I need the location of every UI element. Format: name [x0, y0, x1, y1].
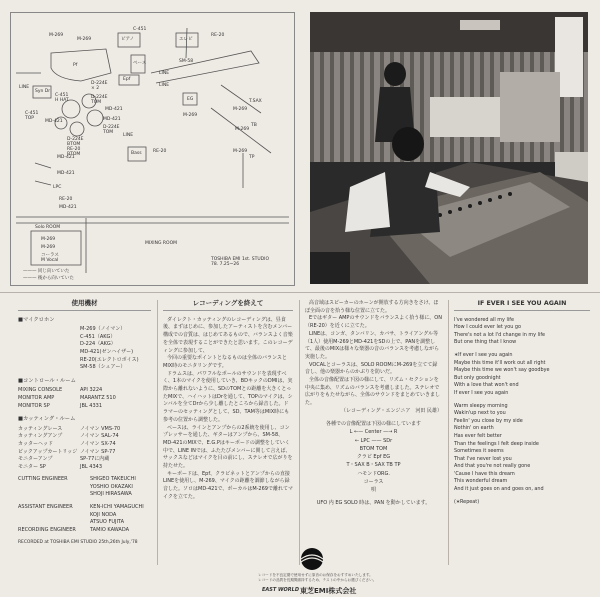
room-label: Solo ROOM: [35, 225, 61, 230]
credit-row: ATSUO FUJITA: [90, 519, 125, 526]
credit-row: CUTTING ENGINEER SHIGEO TAKEUCHI: [18, 476, 136, 483]
mic-label: MD-421: [57, 155, 75, 160]
recording-notes-column-2: [305, 300, 442, 507]
instrument-label: エレピ: [179, 37, 193, 42]
instrument-label: Pf: [73, 63, 78, 68]
mic-label: D-224E × 2: [91, 81, 108, 91]
mic-label: LINE: [123, 133, 134, 138]
column-divider: [157, 300, 158, 565]
lyric-line: There's not a lot I'd change in my life: [454, 331, 546, 338]
mic-label: M-269: [77, 37, 92, 42]
equipment-row: ピックアップカートリッジ ノイマン SP-77: [18, 448, 116, 455]
equipment-row: MONITOR SP JBL 4331: [18, 402, 103, 409]
mic-label: MD-421: [57, 171, 75, 176]
instrument-label: Bass: [131, 151, 142, 156]
instrument-label: ピアノ: [121, 37, 135, 42]
notes-paragraph: 今回の重要なポイントとなるものは全体のバランスとMIX時のモニタリングです。: [163, 355, 287, 369]
notes-paragraph: キーボードは、Epf、クラビネットとアンプからの直接LINEを使用し、M-269、マイクの距離を調節しながら録音した。ソロはMD-421で、ボーカルはM-269で離れてマイクを立てた。: [163, 470, 293, 500]
lyric-line: But only goodnight: [454, 374, 501, 381]
legend-line: ——— 後から向いていた: [23, 276, 74, 281]
instrument-label: TB: [251, 123, 257, 128]
pan-row: ← LPC —— SDr: [354, 437, 393, 444]
lyric-line: And it just goes on and goes on, and: [454, 486, 544, 493]
pan-row: L ←— Center —→ R: [349, 429, 398, 436]
mic-label: RE-20: [153, 149, 167, 154]
credit-row: ASSISTANT ENGINEER KEN-ICHI YAMAGUCHI: [18, 504, 144, 511]
instrument-label: T.SAX: [249, 99, 262, 104]
column-divider: [448, 300, 449, 565]
mic-label: D-224E TOM: [91, 95, 108, 105]
recorded-note: RECORDED at TOSHIBA EMI STUDIO 25th,26th July,'78: [18, 540, 138, 546]
lyric-line: Warm sleepy morning: [454, 402, 508, 409]
mic-label: M-269: [41, 237, 56, 242]
mic-label: RE-20: [211, 33, 225, 38]
chorus-label: コーラス M Vocal: [41, 253, 59, 263]
section-title: ■カッティング・ルーム: [18, 416, 76, 423]
notes-paragraph: 全体の音像配置は下図の様にして、リズム・セクションを中央に集め、リズムのバランスを考慮しました。ステレオで広がりをもたせながら、全体のサウンドをまとめていきました。: [305, 377, 441, 407]
mic-label: RE-20 BTOM: [67, 147, 81, 157]
instrument-label: LPC: [53, 185, 62, 190]
lyric-line: Feelin' you close by my side: [454, 417, 523, 424]
credit-row: YOSHIO OKAZAKI: [90, 483, 133, 490]
pan-row: クラビ Epf EG: [356, 454, 391, 461]
instrument-label: Epf: [123, 77, 131, 82]
mic-label: M-269: [41, 245, 56, 250]
credit-row: RECORDING ENGINEER TAMIO KAWADA: [18, 526, 130, 533]
studio-note: TOSHIBA EMI 1st. STUDIO 78. 7.25~26: [211, 257, 270, 267]
lyric-line: And that you're not really gone: [454, 463, 531, 470]
instrument-label: Syn Dr: [35, 89, 51, 94]
equipment-row: RE-20(エレクトロボイス): [80, 356, 139, 363]
equipment-row: カッティングアンプ ノイマン SAL-74: [18, 433, 119, 440]
mic-label: D-224E TOM: [103, 125, 120, 135]
mic-label: M-269: [183, 113, 198, 118]
column-divider: [299, 300, 300, 565]
song-title: IF EVER I SEE YOU AGAIN: [454, 300, 590, 311]
lyric-line: (∗Repeat): [454, 498, 480, 505]
emi-logo: [297, 546, 327, 576]
equipment-row: モニター SP JBL 4343: [18, 463, 103, 470]
mic-label: C-451 H HAT: [55, 93, 69, 103]
notes-paragraph: ダイレクト・カッティングのレコーディングは、昼食後、まずはじめに、参加したアーティストを含むメンバー構成での音質は、はじめてあるもので、バランスよく音楽を全体で表現することができたと思います。このレコーディングに参加して、: [163, 316, 293, 354]
mic-label: M-269: [235, 127, 250, 132]
pan-row: ハモンドORG.: [357, 470, 390, 477]
mic-label: LINE: [159, 83, 170, 88]
company-name: 東芝EMI株式会社: [300, 587, 357, 595]
instrument-label: TP: [249, 155, 255, 160]
pan-row: BTOM TOM: [359, 445, 388, 452]
pan-note: UFO 内 EG SOLO 時は、PAN を動かしています。: [316, 499, 431, 506]
lyric-line: That I've never lost you: [454, 455, 512, 462]
equipment-row: カッターヘッド ノイマン SX-74: [18, 440, 116, 447]
notes-paragraph: ドラムスは、パワフルなボールのサウンドを表現すべく、1本のマイクを使用していき、BDキックのDMIは、実際から離れないように、SDのTOMとの距離を大きくとったMIXで、ハイハットはDrを通して、TOPのマイクは、シンバルを全てDrから少し離したところから録音した。ドラマーのセッティングとして、SD、TAM等はMIX時にも参考の位置から調整した。: [163, 370, 293, 423]
engineer-signature: （レコーディング・エンジニア 河田 民雄）: [341, 407, 442, 414]
mic-label: C-451 TOP: [25, 111, 39, 121]
mic-label: LINE: [19, 85, 30, 90]
lyric-line: This wonderful dream: [454, 478, 508, 485]
lyric-line: 'Cause I have this dream: [454, 470, 515, 477]
pan-row: コーラス: [363, 479, 384, 486]
credit-row: KOJI NODA: [90, 511, 117, 518]
notes-paragraph: ベースは、ラインとアンプからの2系統を使用し、コンプレッサーを通した、ギターはアンプから、SM-58、MD-421のMIXで、E.G.Pはキーボードの調整をしていく中で、LINE INでは、ふたたびメンバーに関して言えば、サックスなどはマイクを目の前にし、ステレオで広がりを持たせた。: [163, 424, 293, 470]
mic-label: M-269: [233, 107, 248, 112]
notes-paragraph: 高音域はスピーカーのホーンが開放する方向きをさけ、ほぼ全面の音を拾う様な位置に立てた。: [305, 300, 439, 314]
equipment-row: カッティングレース ノイマン VMS-70: [18, 425, 121, 432]
credit-row: SHOJI HIRASAWA: [90, 491, 132, 498]
mic-label: MD-421: [59, 205, 77, 210]
recording-notes-column: [163, 300, 293, 502]
instrument-label: EG: [187, 97, 194, 102]
legend-line: ——— 同じ向いていた: [23, 269, 70, 274]
lyric-line: I've wondered all my life: [454, 316, 514, 323]
brand-mark: EAST WORLD: [262, 587, 299, 593]
equipment-row: MIXING CONSOLE API 3224: [18, 387, 103, 394]
lyric-line: Than the feelings I felt deep inside: [454, 440, 539, 447]
lyric-line: If ever I see you again: [454, 389, 509, 396]
section-title: ■マイクロホン: [18, 316, 55, 323]
pan-row: T・SAX B・SAX TB TP: [346, 462, 401, 469]
footer: [0, 568, 600, 597]
lyric-line: Sometimes it seems: [454, 448, 504, 455]
lyric-line: Maybe this time we won't say goodbye: [454, 367, 550, 374]
mic-label: M-269: [49, 33, 64, 38]
equipment-column: [18, 300, 151, 547]
mic-label: SM-58: [179, 59, 194, 64]
globe-icon: [297, 546, 327, 576]
studio-diagram: [10, 12, 295, 286]
equipment-row: D-224（AKG）: [80, 341, 116, 348]
lyric-line: How I could ever let you go: [454, 324, 521, 331]
mic-label: D-224E BTOM: [67, 137, 84, 147]
mic-label: RE-20: [59, 197, 73, 202]
lyric-line: Maybe this time it'll work out all right: [454, 359, 546, 366]
equipment-header: 使用機材: [18, 300, 151, 311]
lyric-line: Has ever felt better: [454, 432, 502, 439]
section-divider: [0, 292, 600, 293]
pan-title: 各種での音像配置は下図の様にしています: [325, 420, 421, 427]
mic-label: MD-421: [103, 117, 121, 122]
room-label: MIXING ROOM: [145, 241, 177, 246]
equipment-row: C-451（AKG）: [80, 333, 116, 340]
mic-label: C-451: [133, 27, 147, 32]
lyric-line: Wakin'up next to you: [454, 410, 506, 417]
section-title: ■コントロール・ルーム: [18, 377, 76, 384]
studio-photo: [310, 12, 588, 284]
mic-label: LINE: [159, 71, 170, 76]
equipment-row: SM-58（シュアー）: [80, 364, 126, 371]
equipment-row: M-269（ノイマン）: [80, 326, 126, 333]
equipment-row: MD-421(ゼンハイザー): [80, 348, 134, 355]
mic-label: MD-421: [45, 119, 63, 124]
equipment-row: モニターアンプ SP-77に内蔵: [18, 456, 110, 463]
notes-paragraph: LINEは、コンガ、タンバリン、カバサ、トライアングル等（1人）使用M-269とMD-421をSDの上で、PANを調整して、最後のMIXは様々な楽器の音のバランスを考慮しながら実施した。: [305, 330, 439, 360]
equipment-row: MONITOR AMP MARANTZ 510: [18, 394, 116, 401]
lyric-line: Nothin' on earth: [454, 425, 494, 432]
mic-label: M-269: [233, 149, 248, 154]
lyrics-column: [454, 300, 590, 506]
notes-paragraph: Eではギター AMPのサウンドをバランスよく拾う様に、ON（RE-20）を近くに立てた。: [305, 315, 442, 330]
mic-label: MD-421: [105, 107, 123, 112]
lyric-line: But one thing that I know: [454, 339, 517, 346]
instrument-label: ベース: [133, 61, 147, 66]
lyric-line: With a love that won't end: [454, 382, 519, 389]
recording-notes-header: レコーディングを終えて: [163, 300, 293, 311]
pan-chart: [305, 428, 442, 494]
studio-photo-drawing: [310, 12, 588, 284]
notice-text: レコードを不良定期で使用せずに原音のお保存をおすすめいたします。 レコードの品質を長期間維持するため、テストの中からお選びください。: [258, 573, 377, 582]
lyric-line: ∗If ever I see you again: [454, 351, 513, 358]
notes-paragraph: VOCALとコーラスは、SOLO ROOMにM-269を立てて録音し、他の楽器からのかぶりを防いだ。: [305, 361, 438, 376]
pan-row: 唄: [370, 487, 376, 494]
